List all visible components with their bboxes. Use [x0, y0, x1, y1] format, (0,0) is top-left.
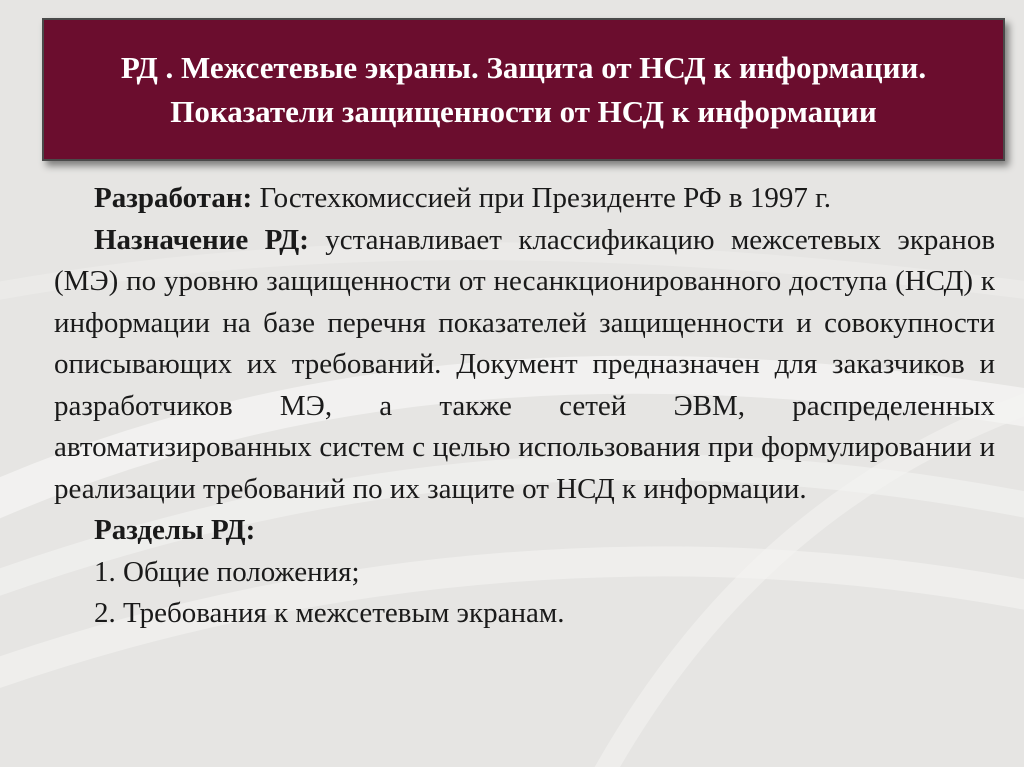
purpose-paragraph: [54, 220, 995, 511]
sections-label: Разделы РД:: [94, 514, 256, 546]
developed-paragraph: [54, 178, 995, 220]
section-item: 1. Общие положения;: [94, 555, 360, 588]
developed-text: Гостехкомиссией при Президенте РФ в 1997 г.: [259, 182, 831, 214]
purpose-label: Назначение РД:: [94, 223, 309, 256]
title-banner: [42, 18, 1005, 161]
developed-label: Разработан:: [94, 182, 253, 214]
section-item: 2. Требования к межсетевым экранам.: [94, 597, 565, 629]
sections-heading: [54, 510, 995, 552]
slide-title: РД . Межсетевые экраны. Защита от НСД к информации. Показатели защищенности от НСД к информации: [120, 49, 927, 129]
slide-content: [54, 178, 995, 635]
purpose-text: устанавливает классификацию межсетевых экранов (МЭ) по уровню защищенности от несанкционированного доступа (НСД) к информации на базе перечня показателей защищенности и совокупности описывающих их требований. Документ предназначен для заказчиков и разработчиков МЭ, а также сетей ЭВМ, распределенных автоматизированных систем с целью использования при формулировании и реализации требований по их защите от НСД к информации.: [54, 223, 996, 505]
